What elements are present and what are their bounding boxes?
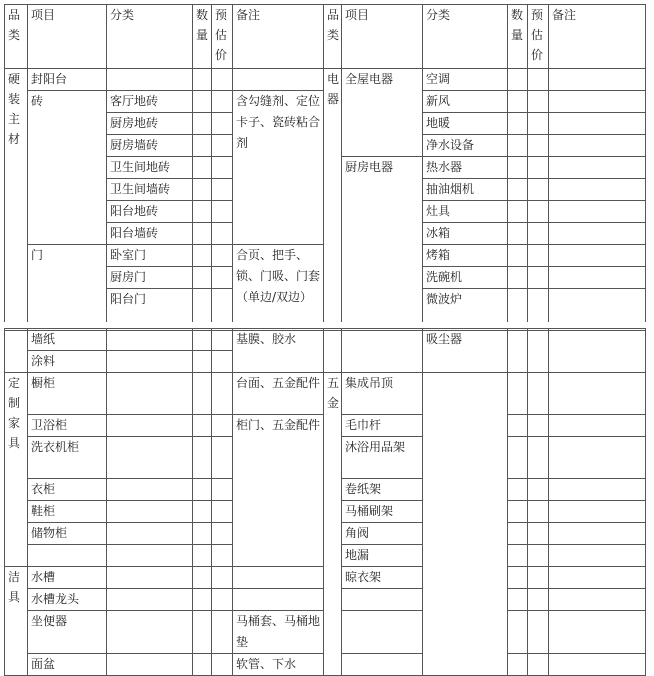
header-subtype: 分类 xyxy=(107,5,193,69)
wallpaper-note: 基膜、胶水 xyxy=(233,329,324,373)
basin-note: 软管、下水 xyxy=(233,654,324,676)
subtype-cell: 阳台门 xyxy=(107,289,193,331)
category-custom-furniture: 定制家具 xyxy=(5,373,28,567)
item-shower-rack: 沐浴用品架 xyxy=(342,437,423,479)
item-cabinet: 橱柜 xyxy=(28,373,107,415)
item-toilet: 坐便器 xyxy=(28,611,107,654)
subtype-cell: 厨房门 xyxy=(107,267,193,289)
header-category: 品类 xyxy=(5,5,28,69)
top-table xyxy=(4,4,646,331)
subtype-cell: 净水设备 xyxy=(423,135,508,157)
cabinet-note: 台面、五金配件 xyxy=(233,373,324,415)
item-tile: 砖 xyxy=(28,91,107,245)
category-sanitary: 洁具 xyxy=(5,567,28,676)
bottom-table xyxy=(4,328,646,676)
item-towel-bar: 毛巾杆 xyxy=(342,415,423,437)
subtype-cell: 厨房地砖 xyxy=(107,113,193,135)
subtype-cell: 卫生间墙砖 xyxy=(107,179,193,201)
subtype-cell: 热水器 xyxy=(423,157,508,179)
subtype-cell: 地暖 xyxy=(423,113,508,135)
subtype-cell: 吸尘器 xyxy=(423,329,508,373)
subtype-cell: 阳台墙砖 xyxy=(107,223,193,245)
toilet-note: 马桶套、马桶地垫 xyxy=(233,611,324,654)
subtype-cell: 卧室门 xyxy=(107,245,193,267)
header-estimate-2: 预估价 xyxy=(528,5,549,69)
header-note: 备注 xyxy=(233,5,324,69)
door-note: 合页、把手、锁、门吸、门套（单边/双边） xyxy=(233,245,324,331)
item-ceiling: 集成吊顶 xyxy=(342,373,423,415)
table-row xyxy=(5,373,646,415)
category-appliance: 电器 xyxy=(324,69,342,331)
subtype-cell: 微波炉 xyxy=(423,289,508,331)
subtype-cell: 新风 xyxy=(423,91,508,113)
item-faucet: 水槽龙头 xyxy=(28,589,107,611)
item-angle-valve: 角阀 xyxy=(342,523,423,545)
item-wallpaper: 墙纸 xyxy=(28,329,107,351)
header-note-2: 备注 xyxy=(549,5,646,69)
subtype-cell: 冰箱 xyxy=(423,223,508,245)
item-shoe-cabinet: 鞋柜 xyxy=(28,501,107,523)
header-qty: 数量 xyxy=(193,5,212,69)
header-estimate: 预估价 xyxy=(212,5,233,69)
item-clothes-rack: 晾衣架 xyxy=(342,567,423,589)
item-balcony: 封阳台 xyxy=(28,69,107,91)
header-item-2: 项目 xyxy=(342,5,423,69)
subtype-cell: 卫生间地砖 xyxy=(107,157,193,179)
header-category-2: 品类 xyxy=(324,5,342,69)
subtype-cell: 阳台地砖 xyxy=(107,201,193,223)
subtype-cell: 洗碗机 xyxy=(423,267,508,289)
subtype-cell: 灶具 xyxy=(423,201,508,223)
category-hard-main: 硬装主材 xyxy=(5,69,28,331)
item-kitchen-appliance: 厨房电器 xyxy=(342,157,423,331)
tile-note: 含勾缝剂、定位卡子、瓷砖粘合剂 xyxy=(233,91,324,245)
item-sink: 水槽 xyxy=(28,567,107,589)
subtype-cell: 空调 xyxy=(423,69,508,91)
item-wardrobe: 衣柜 xyxy=(28,479,107,501)
header-subtype-2: 分类 xyxy=(423,5,508,69)
table-row xyxy=(5,329,646,351)
subtype-cell: 厨房墙砖 xyxy=(107,135,193,157)
item-storage-cabinet: 储物柜 xyxy=(28,523,107,545)
empty-cell xyxy=(28,545,107,567)
item-paper-rack: 卷纸架 xyxy=(342,479,423,501)
subtype-cell: 烤箱 xyxy=(423,245,508,267)
item-bath-cabinet: 卫浴柜 xyxy=(28,415,107,437)
item-whole-house: 全屋电器 xyxy=(342,69,423,157)
category-hardware: 五金 xyxy=(324,373,342,676)
header-item: 项目 xyxy=(28,5,107,69)
subtype-cell: 抽油烟机 xyxy=(423,179,508,201)
header-qty-2: 数量 xyxy=(508,5,528,69)
item-washer-cabinet: 洗衣机柜 xyxy=(28,437,107,479)
item-paint: 涂料 xyxy=(28,351,107,373)
subtype-cell: 客厅地砖 xyxy=(107,91,193,113)
item-brush-rack: 马桶刷架 xyxy=(342,501,423,523)
bath-note: 柜门、五金配件 xyxy=(233,415,324,567)
header-row xyxy=(5,5,646,69)
item-basin: 面盆 xyxy=(28,654,107,676)
table-row xyxy=(5,69,646,91)
item-door: 门 xyxy=(28,245,107,331)
item-floor-drain: 地漏 xyxy=(342,545,423,567)
